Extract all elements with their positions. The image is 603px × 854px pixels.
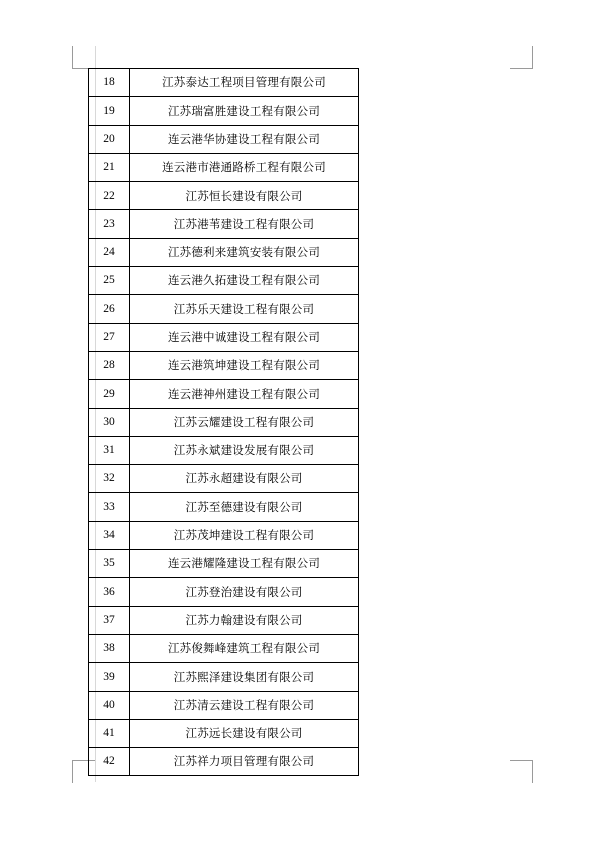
table-row [89,267,359,295]
company-name: 江苏永斌建设发展有限公司 [130,436,359,464]
row-number: 27 [89,323,130,351]
row-number: 42 [89,748,130,776]
company-name: 江苏泰达工程项目管理有限公司 [130,69,359,97]
table-body [89,69,359,776]
company-name: 江苏清云建设工程有限公司 [130,691,359,719]
company-name: 江苏永超建设有限公司 [130,465,359,493]
table-row [89,182,359,210]
row-number: 19 [89,97,130,125]
row-number: 28 [89,351,130,379]
row-number: 30 [89,408,130,436]
row-number: 18 [89,69,130,97]
company-name: 连云港市港通路桥工程有限公司 [130,153,359,181]
table-row [89,125,359,153]
row-number: 36 [89,578,130,606]
row-number: 39 [89,663,130,691]
table-row [89,663,359,691]
company-roster-table [88,68,359,776]
company-name: 连云港神州建设工程有限公司 [130,380,359,408]
table-row [89,606,359,634]
company-name: 连云港中诚建设工程有限公司 [130,323,359,351]
table-row [89,691,359,719]
row-number: 33 [89,493,130,521]
row-number: 21 [89,153,130,181]
company-name: 江苏熙泽建设集团有限公司 [130,663,359,691]
row-number: 29 [89,380,130,408]
row-number: 34 [89,521,130,549]
company-name: 江苏力翰建设有限公司 [130,606,359,634]
company-name: 江苏乐天建设工程有限公司 [130,295,359,323]
table-row [89,748,359,776]
row-number: 24 [89,238,130,266]
table-row [89,69,359,97]
company-name: 连云港久拓建设工程有限公司 [130,267,359,295]
row-number: 38 [89,634,130,662]
company-name: 江苏港苇建设工程有限公司 [130,210,359,238]
row-number: 37 [89,606,130,634]
company-name: 江苏远长建设有限公司 [130,719,359,747]
table-row [89,521,359,549]
crop-mark-top-left [72,46,95,69]
row-number: 35 [89,550,130,578]
table-row [89,153,359,181]
table-row [89,493,359,521]
company-name: 连云港华协建设工程有限公司 [130,125,359,153]
row-number: 41 [89,719,130,747]
table-row [89,380,359,408]
table-row [89,465,359,493]
company-name: 江苏瑞富胜建设工程有限公司 [130,97,359,125]
company-name: 江苏登治建设有限公司 [130,578,359,606]
company-name: 江苏云耀建设工程有限公司 [130,408,359,436]
table-row [89,408,359,436]
row-number: 20 [89,125,130,153]
company-name: 连云港筑坤建设工程有限公司 [130,351,359,379]
table-row [89,550,359,578]
company-name: 江苏恒长建设有限公司 [130,182,359,210]
table-row [89,323,359,351]
table-row [89,719,359,747]
row-number: 31 [89,436,130,464]
company-name: 江苏祥力项目管理有限公司 [130,748,359,776]
company-name: 江苏德利来建筑安装有限公司 [130,238,359,266]
row-number: 40 [89,691,130,719]
table-row [89,238,359,266]
table-row [89,634,359,662]
row-number: 32 [89,465,130,493]
table-row [89,295,359,323]
table-row [89,351,359,379]
table-row [89,210,359,238]
company-name: 江苏至德建设有限公司 [130,493,359,521]
company-roster-table-wrapper [88,68,356,776]
row-number: 22 [89,182,130,210]
row-number: 26 [89,295,130,323]
row-number: 25 [89,267,130,295]
table-row [89,97,359,125]
row-number: 23 [89,210,130,238]
table-row [89,578,359,606]
table-row [89,436,359,464]
crop-mark-top-right [510,46,533,69]
company-name: 江苏俊舞峰建筑工程有限公司 [130,634,359,662]
company-name: 连云港耀隆建设工程有限公司 [130,550,359,578]
crop-mark-bottom-right [510,760,533,783]
company-name: 江苏茂坤建设工程有限公司 [130,521,359,549]
